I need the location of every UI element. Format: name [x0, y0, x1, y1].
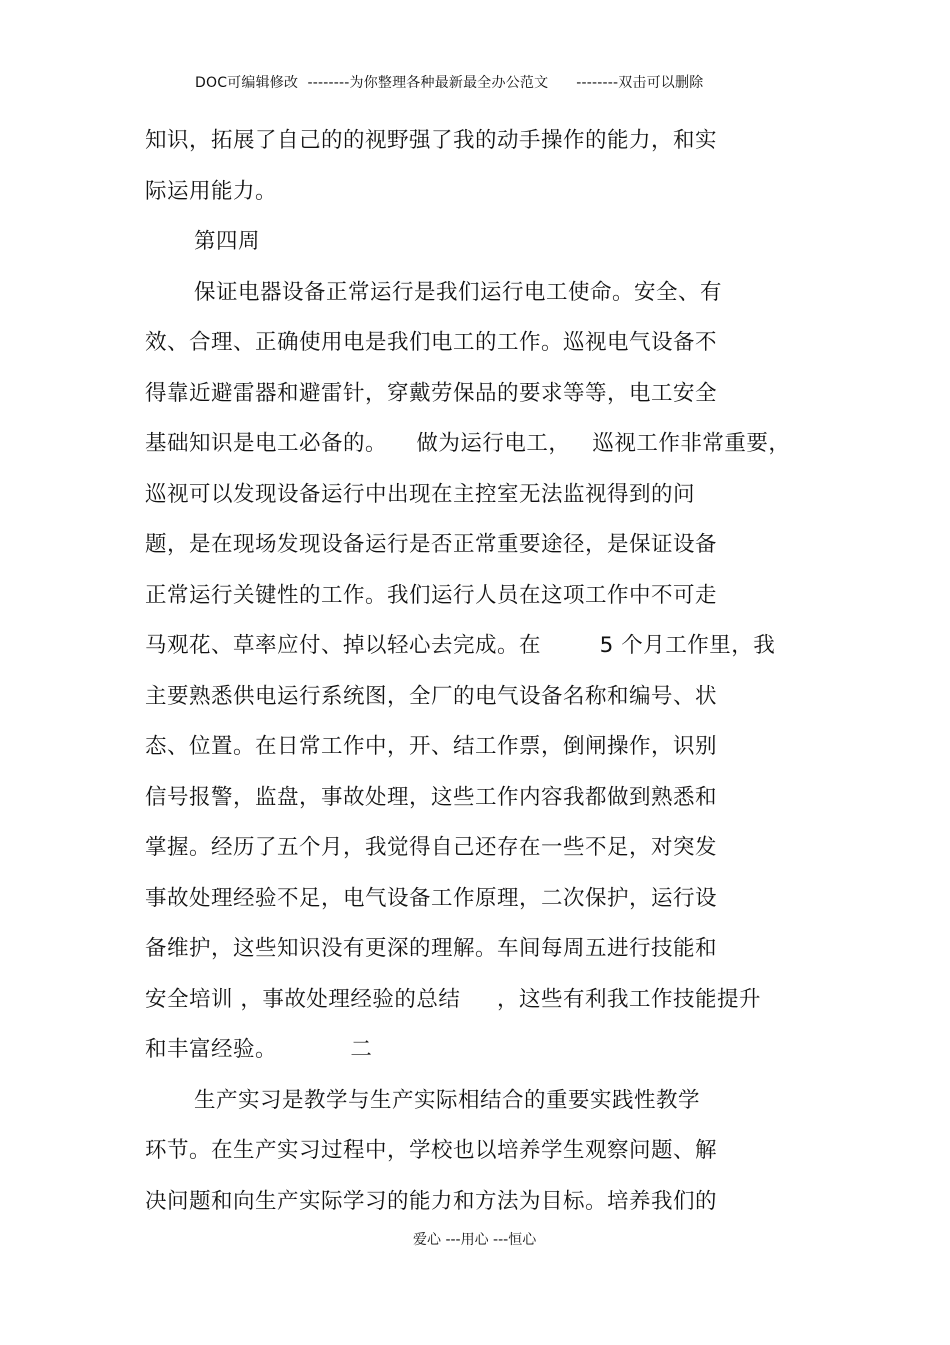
text-line: 掌握。经历了五个月，我觉得自己还存在一些不足，对突发: [145, 835, 718, 860]
text-line: 信号报警，监盘，事故处理，这些工作内容我都做到熟悉和: [145, 784, 718, 810]
text-line: 基础知识是电工必备的。 做为运行电工， 巡视工作非常重要，: [145, 431, 791, 456]
text-line: 马观花、草率应付、掉以轻心去完成。在 5 个月工作里，我: [145, 633, 776, 658]
page-footer: 爱心 ---用心 ---恒心: [413, 1232, 537, 1248]
page-header: DOC可编辑修改 --------为你整理各种最新最全办公范文 --------双击可以删除: [195, 75, 704, 91]
text-line: 生产实习是教学与生产实际相结合的重要实践性教学: [194, 1087, 701, 1113]
text-line: 主要熟悉供电运行系统图，全厂的电气设备名称和编号、状: [145, 683, 718, 709]
text-line: 际运用能力。: [145, 178, 278, 204]
text-line: 环节。在生产实习过程中，学校也以培养学生观察问题、解: [145, 1138, 718, 1163]
text-line: 备维护，这些知识没有更深的理解。车间每周五进行技能和: [145, 936, 718, 961]
text-line: 事故处理经验不足，电气设备工作原理，二次保护，运行设: [145, 885, 718, 911]
text-line: 知识，拓展了自己的的视野强了我的动手操作的能力，和实: [145, 128, 718, 153]
text-line: 题，是在现场发现设备运行是否正常重要途径，是保证设备: [145, 532, 718, 557]
document-body: [145, 116, 805, 1227]
text-line: 得靠近避雷器和避雷针，穿戴劳保品的要求等等，电工安全: [145, 380, 718, 406]
text-line: 效、合理、正确使用电是我们电工的工作。巡视电气设备不: [145, 330, 718, 355]
text-line: 决问题和向生产实际学习的能力和方法为目标。培养我们的: [145, 1188, 718, 1214]
text-line: 和丰富经验。 二: [145, 1037, 373, 1062]
text-line: 保证电器设备正常运行是我们运行电工使命。安全、有: [194, 279, 723, 305]
section-heading: 第四周: [194, 229, 261, 254]
text-line: 安全培训 ，事故处理经验的总结 ，这些有利我工作技能提升: [145, 986, 762, 1012]
text-line: 正常运行关键性的工作。我们运行人员在这项工作中不可走: [145, 582, 718, 608]
text-line: 态、位置。在日常工作中，开、结工作票，倒闸操作，识别: [145, 734, 718, 759]
text-line: 巡视可以发现设备运行中出现在主控室无法监视得到的问: [145, 481, 696, 507]
